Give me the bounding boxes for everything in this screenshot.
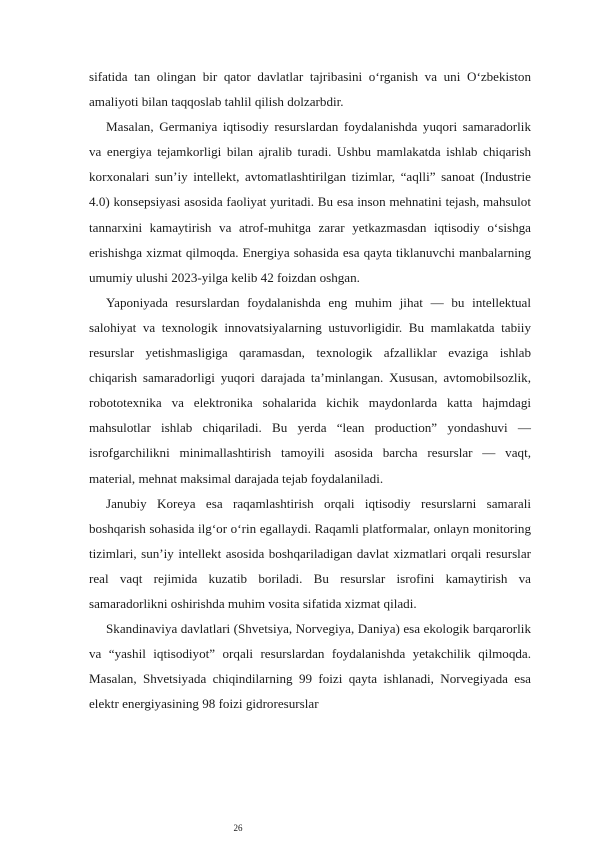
paragraph-scandinavia: Skandinaviya davlatlari (Shvetsiya, Norvegiya, Daniya) esa ekologik barqarorlik va “yashil iqtisodiyot” orqali resurslardan foydalanishda yetakchilik qilmoqda. Masalan, Shvetsiyada chiqindilarning 99 foizi qayta ishlanadi, Norvegiyada esa elektr energiyasining 98 foizi gidroresurslar — [89, 621, 531, 712]
body-text — [89, 64, 531, 716]
paragraph-south-korea: Janubiy Koreya esa raqamlashtirish orqali iqtisodiy resurslarni samarali boshqarish sohasida ilg‘or o‘rin egallaydi. Raqamli platformalar, onlayn monitoring tizimlari, sun’iy intellekt asosida boshqariladigan davlat xizmatlari orqali resurslar real vaqt rejimida kuzatib boriladi. Bu resurslar isrofini kamaytirish va samaradorlikni oshirishda muhim vosita sifatida xizmat qiladi. — [89, 495, 531, 611]
paragraph-germany: Masalan, Germaniya iqtisodiy resurslardan foydalanishda yuqori samaradorlik va energiya tejamkorligi bilan ajralib turadi. Ushbu mamlakatda ishlab chiqarish korxonalari sun’iy intellekt, avtomatlashtirilgan tizimlar, “aqlli” sanoat (Industrie 4.0) konsepsiyasi asosida faoliyat yuritadi. Bu esa inson mehnatini tejash, mahsulot tannarxini kamaytirish va atrof-muhitga zarar yetkazmasdan iqtisodiy o‘sishga erishishga xizmat qilmoqda. Energiya sohasida esa qayta tiklanuvchi manbalarning umumiy ulushi 2023-yilga kelib 42 foizdan oshgan. — [89, 119, 531, 285]
page-number: 26 — [233, 823, 243, 833]
paragraph-japan: Yaponiyada resurslardan foydalanishda eng muhim jihat — bu intellektual salohiyat va texnologik innovatsiyalarning ustuvorligidir. Bu mamlakatda tabiiy resurslar yetishmasligiga qaramasdan, texnologik afzalliklar evaziga ishlab chiqarish samaradorligi yuqori darajada ta’minlangan. Xususan, avtomobilsozlik, robototexnika va elektronika sohalarida kichik maydonlarda katta hajmdagi mahsulotlar ishlab chiqariladi. Bu yerda “lean production” yondashuvi — isrofgarchilikni minimallashtirish tamoyili asosida barcha resurslar — vaqt, material, mehnat maksimal darajada tejab foydalaniladi. — [89, 294, 531, 486]
paragraph-continuation: sifatida tan olingan bir qator davlatlar tajribasini o‘rganish va uni O‘zbekiston amaliyoti bilan taqqoslab tahlil qilish dolzarbdir. — [89, 69, 531, 110]
